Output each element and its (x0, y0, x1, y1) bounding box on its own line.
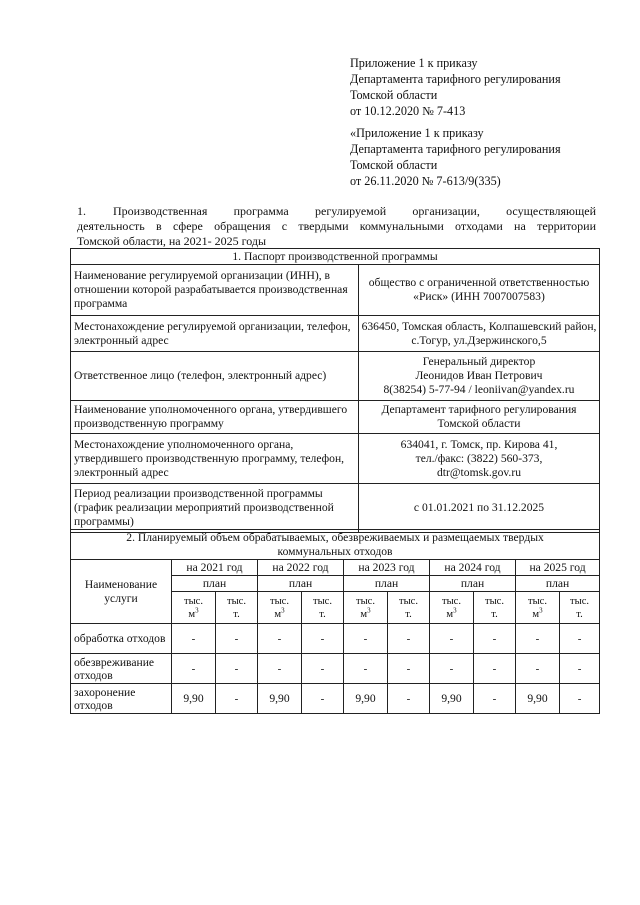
value-cell: - (216, 624, 258, 654)
authority-location-label: Местонахождение уполномоченного органа, утвердившего производственную программу, телефон, электронный адрес (71, 434, 359, 484)
value-cell: - (344, 654, 388, 684)
plan-header: план (344, 576, 430, 592)
year-header: на 2024 год (430, 560, 516, 576)
value-cell: - (516, 624, 560, 654)
waste-volume-table (70, 529, 600, 714)
unit-tons: тыс. т. (388, 592, 430, 624)
value-cell: - (474, 684, 516, 714)
volume-section-title-line: 2. Планируемый объем обрабатываемых, обезвреживаемых и размещаемых твердых (126, 530, 544, 544)
value-cell: 9,90 (430, 684, 474, 714)
service-name-cell: обезвреживание отходов (71, 654, 172, 684)
volume-section-title (71, 530, 600, 560)
value-cell: - (474, 624, 516, 654)
value-cell: 9,90 (258, 684, 302, 714)
plan-header: план (258, 576, 344, 592)
value-cell: - (302, 624, 344, 654)
value-cell: - (560, 684, 600, 714)
passport-table (70, 248, 600, 533)
plan-header: план (430, 576, 516, 592)
value-cell: - (560, 654, 600, 684)
appendix-previous-header (350, 125, 561, 189)
appendix-line: от 10.12.2020 № 7-413 (350, 104, 466, 118)
authority-location-line: тел./факс: (3822) 560-373, (415, 451, 543, 465)
appendix-line: Томской области (350, 158, 438, 172)
service-name-cell: захоронение отходов (71, 684, 172, 714)
value-cell: 9,90 (516, 684, 560, 714)
value-cell: - (216, 684, 258, 714)
paragraph-line: Томской области, на 2021- 2025 годы (77, 234, 267, 248)
unit-tons: тыс. т. (302, 592, 344, 624)
value-cell: - (172, 624, 216, 654)
responsible-person-label: Ответственное лицо (телефон, электронный адрес) (71, 352, 359, 401)
value-cell: - (474, 654, 516, 684)
plan-header: план (516, 576, 600, 592)
organization-name-value: общество с ограниченной ответственностью «Риск» (ИНН 7007007583) (359, 265, 600, 316)
authority-location-line: dtr@tomsk.gov.ru (437, 465, 521, 479)
program-period-label: Период реализации производственной программы (график реализации мероприятий производственной программы) (71, 484, 359, 533)
unit-tons: тыс. т. (216, 592, 258, 624)
appendix-line: Департамента тарифного регулирования (350, 142, 561, 156)
table-row (71, 684, 600, 714)
unit-cubic-meters: тыс. $м^3$ (516, 592, 560, 624)
passport-section-title: 1. Паспорт производственной программы (71, 249, 600, 265)
paragraph-number: 1. (77, 204, 86, 218)
year-header: на 2021 год (172, 560, 258, 576)
responsible-person-value (359, 352, 600, 401)
responsible-person-line: Леонидов Иван Петрович (415, 369, 543, 382)
service-name-header: Наименование услуги (71, 560, 172, 624)
responsible-person-line: 8(38254) 5-77-94 / leoniivan@yandex.ru (383, 383, 575, 396)
unit-tons: тыс. т. (474, 592, 516, 624)
organization-location-label: Местонахождение регулируемой организации, телефон, электронный адрес (71, 316, 359, 352)
unit-cubic-meters: тыс. $м^3$ (430, 592, 474, 624)
program-period-value: с 01.01.2021 по 31.12.2025 (359, 484, 600, 533)
value-cell: - (388, 684, 430, 714)
organization-location-value: 636450, Томская область, Колпашевский район, с.Тогур, ул.Дзержинского,5 (359, 316, 600, 352)
service-name-cell: обработка отходов (71, 624, 172, 654)
responsible-person-line: Генеральный директор (422, 355, 536, 368)
appendix-line: Департамента тарифного регулирования (350, 72, 561, 86)
unit-cubic-meters: тыс. $м^3$ (172, 592, 216, 624)
organization-name-label: Наименование регулируемой организации (ИНН), в отношении которой разрабатывается производственная программа (71, 265, 359, 316)
unit-cubic-meters: тыс. $м^3$ (258, 592, 302, 624)
value-cell: - (216, 654, 258, 684)
year-header: на 2023 год (344, 560, 430, 576)
value-cell: - (302, 684, 344, 714)
value-cell: - (172, 654, 216, 684)
value-cell: 9,90 (172, 684, 216, 714)
value-cell: - (516, 654, 560, 684)
value-cell: - (560, 624, 600, 654)
value-cell: - (344, 624, 388, 654)
paragraph-line: деятельность в сфере обращения с твердыми коммунальными отходами на территории (77, 219, 596, 233)
authority-name-label: Наименование уполномоченного органа, утвердившего производственную программу (71, 401, 359, 434)
value-cell: - (258, 654, 302, 684)
table-row (71, 624, 600, 654)
value-cell: 9,90 (344, 684, 388, 714)
program-title-paragraph (77, 204, 596, 249)
unit-cubic-meters: тыс. $м^3$ (344, 592, 388, 624)
plan-header: план (172, 576, 258, 592)
table-row (71, 654, 600, 684)
value-cell: - (430, 624, 474, 654)
volume-section-title-line: коммунальных отходов (277, 544, 393, 558)
authority-name-value: Департамент тарифного регулирования Томской области (359, 401, 600, 434)
appendix-line: Приложение 1 к приказу (350, 56, 478, 70)
appendix-current-header (350, 55, 561, 119)
authority-location-line: 634041, г. Томск, пр. Кирова 41, (400, 437, 558, 451)
appendix-line: Томской области (350, 88, 438, 102)
paragraph-line: Производственная программа регулируемой организации, осуществляющей (113, 204, 596, 218)
value-cell: - (430, 654, 474, 684)
appendix-line: от 26.11.2020 № 7-613/9(335) (350, 174, 501, 188)
value-cell: - (388, 654, 430, 684)
value-cell: - (388, 624, 430, 654)
year-header: на 2022 год (258, 560, 344, 576)
value-cell: - (258, 624, 302, 654)
unit-tons: тыс. т. (560, 592, 600, 624)
year-header: на 2025 год (516, 560, 600, 576)
value-cell: - (302, 654, 344, 684)
appendix-line: «Приложение 1 к приказу (350, 126, 484, 140)
authority-location-value (359, 434, 600, 484)
